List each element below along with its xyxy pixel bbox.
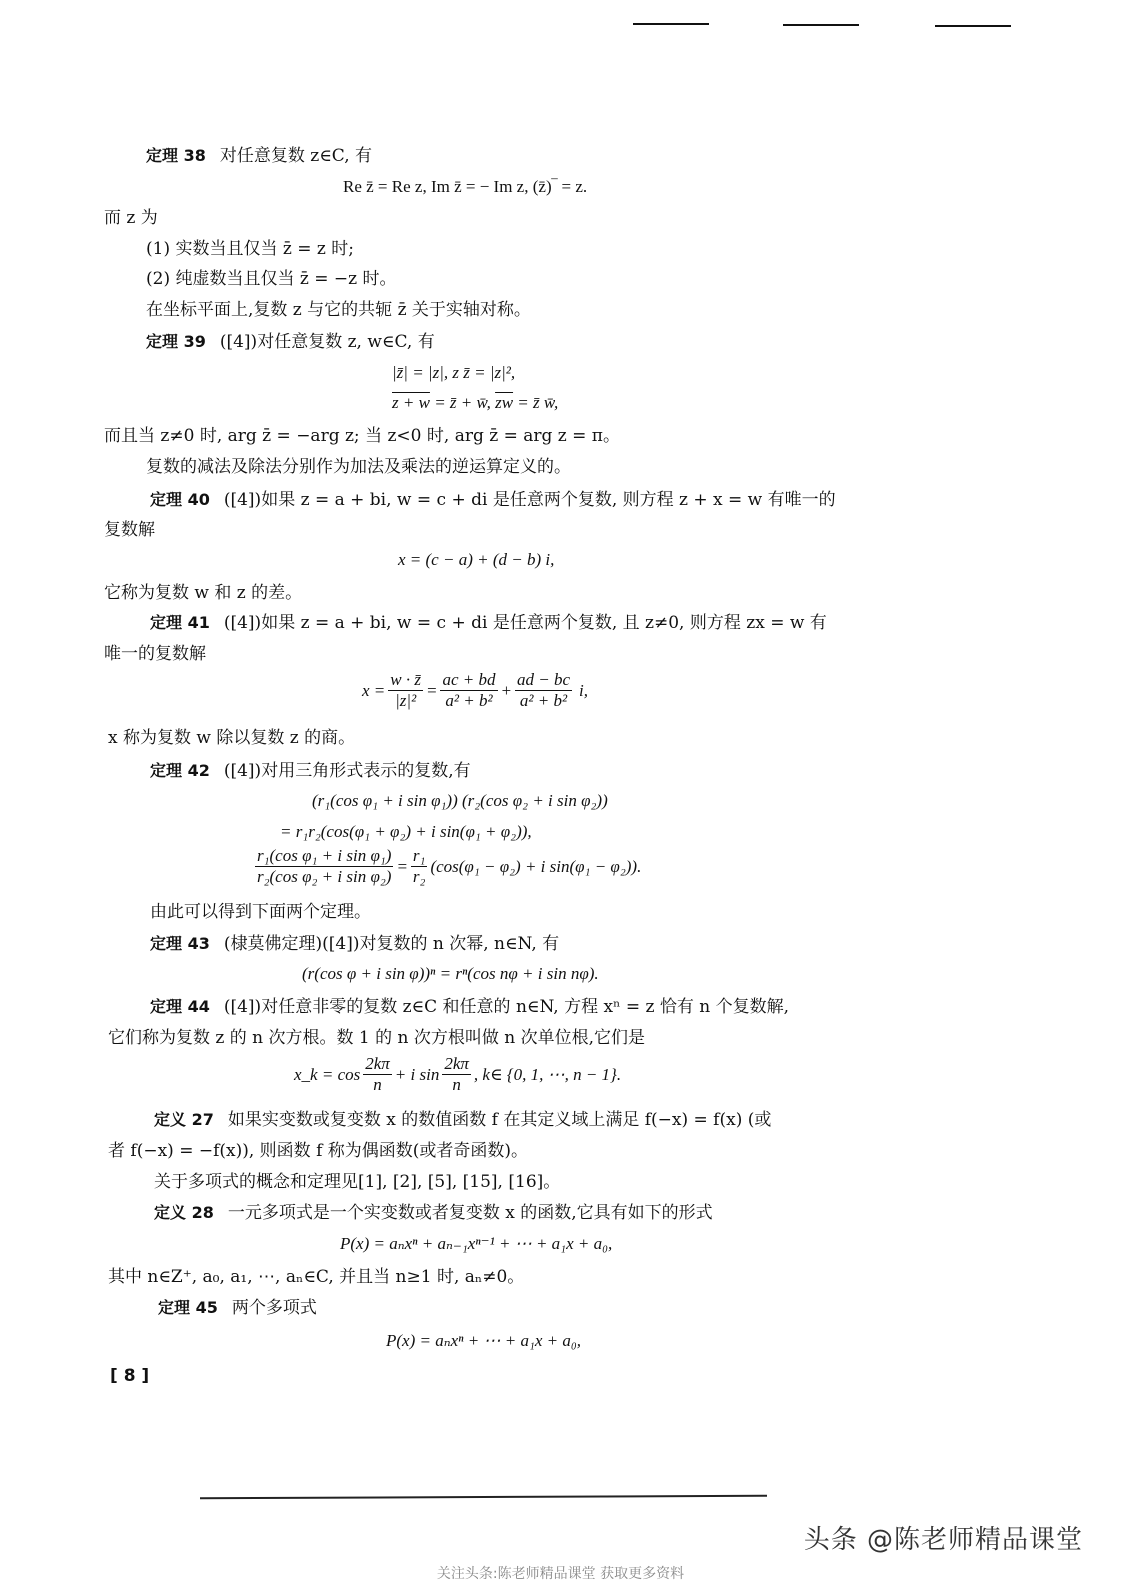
theorem-42-formula-2: = r₁r₂(cos(φ₁ + φ₂) + i sin(φ₁ + φ₂)),	[280, 822, 532, 841]
fraction: $\frac{\text{r₁}}{\text{r₂}}$	[412, 846, 426, 886]
definition-28-heading: 定义 28 一元多项式是一个实变数或者复变数 x 的函数,它具有如下的形式	[154, 1203, 713, 1223]
theorem-38-formula: Re z̄ = Re z, Im z̄ = − Im z, (z̄)‾ = z.	[343, 177, 588, 196]
theorem-label: 定理 38	[146, 146, 206, 165]
theorem-39-formula-1: |z̄| = |z|, z z̄ = |z|²,	[392, 363, 516, 382]
theorem-38-heading: 定理 38 对任意复数 z∈C, 有	[146, 146, 372, 166]
fraction: $\frac{w \cdot z̄}{\text{|z|²}}$	[390, 670, 421, 710]
text-line: 复数解	[104, 520, 155, 540]
fraction: $\frac{ad - bc}{\text{a² + b²}}$	[517, 670, 571, 710]
text-line: 关于多项式的概念和定理见[1], [2], [5], [15], [16]。	[154, 1172, 561, 1192]
text-line: 它们称为复数 z 的 n 次方根。数 1 的 n 次方根叫做 n 次单位根,它们是	[108, 1028, 646, 1048]
footer-caption: 关注头条:陈老师精品课堂 获取更多资料	[436, 1566, 685, 1582]
header-rule-3	[935, 25, 1011, 27]
fraction: $\frac{\text{r₁(cos φ₁ + i sin φ₁)}}{\text{r₂(cos φ₂ + i sin φ₂)}}$	[257, 846, 392, 886]
theorem-40-heading: 定理 40 ([4])如果 z = a + bi, w = c + di 是任意两个复数, 则方程 z + x = w 有唯一的	[150, 490, 836, 510]
text-line: 复数的减法及除法分别作为加法及乘法的逆运算定义的。	[146, 457, 571, 477]
text-line: 其中 n∈Z⁺, a₀, a₁, ⋯, aₙ∈C, 并且当 n≥1 时, aₙ≠0。	[108, 1267, 525, 1287]
theorem-39-heading: 定理 39 ([4])对任意复数 z, w∈C, 有	[146, 332, 435, 352]
theorem-42-formula-1: (r₁(cos φ₁ + i sin φ₁)) (r₂(cos φ₂ + i sin φ₂))	[312, 791, 608, 810]
text-line: 唯一的复数解	[104, 644, 206, 664]
header-rule-1	[633, 23, 709, 25]
text-line: 由此可以得到下面两个定理。	[150, 902, 371, 922]
text-line: 在坐标平面上,复数 z 与它的共轭 z̄ 关于实轴对称。	[146, 300, 531, 320]
theorem-40-formula: x = (c − a) + (d − b) i,	[398, 550, 555, 569]
list-item-1: (1) 实数当且仅当 z̄ = z 时;	[146, 239, 354, 259]
text-line: 而且当 z≠0 时, arg z̄ = −arg z; 当 z<0 时, arg z̄ = arg z = π。	[104, 426, 620, 446]
definition-28-formula: P(x) = aₙxⁿ + aₙ₋₁xⁿ⁻¹ + ⋯ + a₁x + a₀,	[340, 1234, 613, 1253]
definition-27-heading: 定义 27 如果实变数或复变数 x 的数值函数 f 在其定义域上满足 f(−x) = f(x) (或	[154, 1110, 772, 1130]
page-number: [ 8 ]	[110, 1366, 150, 1386]
theorem-41-formula: x = $\frac{w \cdot z̄}{\text{|z|²}}$ = $\frac{ac + bd}{\text{a² + b²}}$ + $\frac{ad - bc}{\text{a² + b²}}$ i,	[362, 670, 589, 710]
theorem-45-heading: 定理 45 两个多项式	[158, 1298, 317, 1318]
theorem-42-formula-3: $\frac{\text{r₁(cos φ₁ + i sin φ₁)}}{\text{r₂(cos φ₂ + i sin φ₂)}}$ = $\frac{\text{r₁}}{\text{r₂}}$ (cos(φ₁ − φ₂) + i sin(φ₁ − φ₂)).	[257, 846, 642, 886]
fraction: $\frac{2k\pi}{n}$	[444, 1054, 469, 1094]
text-line: x 称为复数 w 除以复数 z 的商。	[108, 728, 356, 748]
watermark: 头条 @陈老师精品课堂	[803, 1525, 1083, 1555]
theorem-45-formula: P(x) = aₙxⁿ + ⋯ + a₁x + a₀,	[386, 1331, 582, 1350]
fraction: $\frac{ac + bd}{\text{a² + b²}}$	[442, 670, 496, 710]
theorem-39-formula-2: z + w = z̄ + w̄, $\overline{zw}$ = z̄ w̄,	[392, 393, 559, 412]
theorem-43-formula: (r(cos φ + i sin φ))ⁿ = rⁿ(cos nφ + i sin nφ).	[302, 964, 599, 983]
text-line: 而 z 为	[104, 208, 158, 228]
fraction: $\frac{2k\pi}{n}$	[365, 1054, 390, 1094]
text-line: 者 f(−x) = −f(x)), 则函数 f 称为偶函数(或者奇函数)。	[108, 1141, 529, 1161]
list-item-2: (2) 纯虚数当且仅当 z̄ = −z 时。	[146, 269, 397, 289]
theorem-41-heading: 定理 41 ([4])如果 z = a + bi, w = c + di 是任意两个复数, 且 z≠0, 则方程 zx = w 有	[150, 613, 827, 633]
text-line: 它称为复数 w 和 z 的差。	[104, 583, 303, 603]
theorem-42-heading: 定理 42 ([4])对用三角形式表示的复数,有	[150, 761, 471, 781]
header-rule-2	[783, 24, 859, 26]
theorem-44-heading: 定理 44 ([4])对任意非零的复数 z∈C 和任意的 n∈N, 方程 xⁿ = z 恰有 n 个复数解,	[150, 997, 789, 1017]
theorem-43-heading: 定理 43 (棣莫佛定理)([4])对复数的 n 次幂, n∈N, 有	[150, 934, 560, 954]
bottom-rule	[200, 1495, 767, 1499]
theorem-44-formula: x_k = cos $\frac{2k\pi}{n}$ + i sin $\frac{2k\pi}{n}$ , k∈ {0, 1, ⋯, n − 1}.	[294, 1054, 622, 1094]
